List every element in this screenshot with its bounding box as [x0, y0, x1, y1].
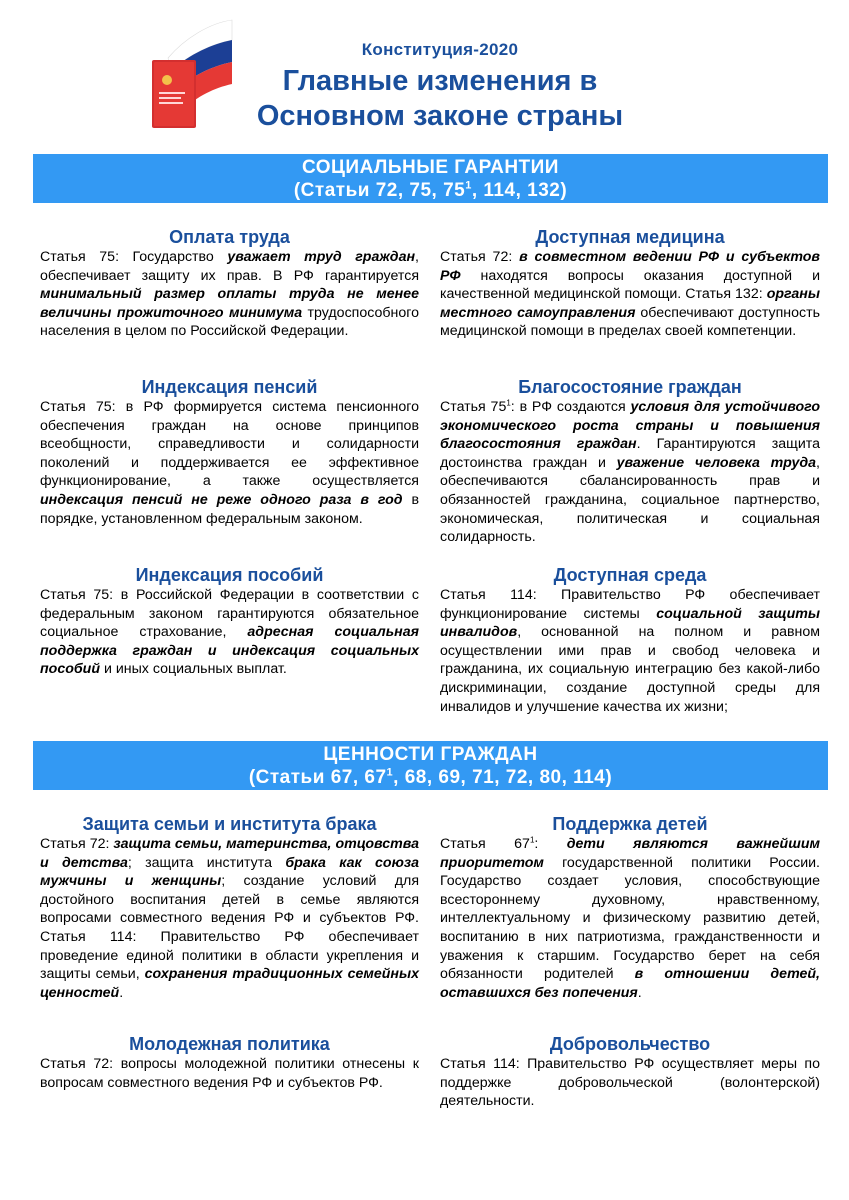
block-text	[40, 248, 419, 341]
page-subtitle: Конституция-2020	[361, 40, 519, 59]
block-text	[440, 835, 820, 1002]
block-title: Защита семьи и института брака	[82, 814, 377, 834]
page-title-line2: Основном законе страны	[256, 100, 624, 132]
block-title: Благосостояние граждан	[518, 377, 742, 397]
emphasis: органы местного самоуправления	[440, 286, 820, 321]
block-text	[440, 248, 820, 341]
block-title: Доступная медицина	[535, 227, 725, 247]
text: . Гарантируются защита достоинства граждан и	[440, 436, 820, 471]
text: Статья 67	[440, 836, 530, 852]
emphasis: дети являются важнейшим приоритетом	[440, 836, 820, 871]
block-title: Оплата труда	[169, 227, 290, 247]
block-text: Статья 72: вопросы молодежной политики отнесены к вопросам совместного ведения РФ и субъектов РФ.	[40, 1056, 419, 1091]
emphasis: адресная социальная поддержка граждан и индексация социальных пособий	[40, 624, 420, 678]
text: и иных социальных выплат.	[100, 661, 287, 678]
block-accessible	[440, 565, 820, 716]
constitution-book-icon	[150, 18, 234, 130]
articles-sup: 1	[386, 766, 394, 779]
emphasis: брака как союза мужчины и женщины	[40, 854, 419, 890]
section-articles	[33, 766, 828, 789]
block-text	[40, 586, 419, 679]
text: Статья 72:	[40, 836, 114, 852]
emphasis: в совместном ведении РФ и субъектов РФ	[440, 249, 821, 284]
page-title	[230, 64, 650, 134]
block-family	[40, 814, 419, 1002]
text: :	[534, 836, 567, 852]
block-title: Поддержка детей	[552, 814, 708, 834]
text: обеспечивают доступность медицинской помощи в пределах своей компетенции.	[440, 304, 820, 340]
section-banner-values	[33, 741, 828, 790]
block-title: Молодежная политика	[129, 1034, 330, 1054]
text: Статья 75	[440, 399, 507, 415]
block-youth	[40, 1034, 419, 1092]
text: Статья 75: Государство	[40, 249, 228, 265]
block-title: Индексация пенсий	[141, 377, 318, 397]
emphasis: уважает труд граждан	[227, 249, 416, 265]
emphasis: условия для устойчивого экономического роста страны и повышения благосостояния граждан	[440, 399, 820, 453]
section-banner-social	[33, 154, 828, 203]
text: Статья 114: Правительство РФ обеспечивает функционирование системы	[440, 587, 820, 622]
emphasis: минимальный размер оплаты труда не менее величины прожиточного минимума	[40, 286, 419, 321]
block-pay	[40, 227, 419, 341]
text: : в РФ создаются	[510, 399, 631, 415]
articles-sup: 1	[465, 179, 472, 192]
text: , обеспечивает защиту их прав. В РФ гарантируется	[40, 249, 419, 284]
block-title: Доступная среда	[553, 565, 707, 585]
text: ; создание условий для достойного воспитания детей в семье являются вопросами совместного ведения РФ и субъектов РФ. Статья 114: Правительство РФ обеспечивает проведение единой политики в области укрепления и защиты семьи,	[40, 873, 420, 983]
block-text	[440, 586, 820, 716]
block-text: Статья 114: Правительство РФ осуществляет меры по поддержке добровольческой (волонтерской) деятельности.	[440, 1056, 820, 1110]
emphasis: индексация пенсий не реже одного раза в год	[40, 491, 403, 508]
text: Статья 75: в Российской Федерации в соответствии с федеральным законом гарантируются обязательное социальное страхование,	[40, 587, 419, 641]
block-allowances	[40, 565, 419, 679]
page-header	[230, 40, 650, 134]
block-welfare	[440, 377, 820, 547]
block-volunteer	[440, 1034, 820, 1111]
superscript: 1	[506, 398, 511, 408]
emphasis: сохранения традиционных семейных ценностей	[40, 966, 419, 1001]
block-medicine	[440, 227, 820, 341]
page-title-line1: Главные изменения в	[282, 65, 598, 97]
block-title: Добровольчество	[549, 1034, 711, 1054]
superscript: 1	[529, 835, 535, 845]
section-articles	[33, 179, 828, 202]
text: находятся вопросы оказания доступной и качественной медицинской помощи. Статья 132:	[440, 267, 820, 303]
emphasis: уважение человека труда	[616, 454, 817, 471]
block-pensions	[40, 377, 419, 528]
text: государственной политики России. Государство создает условия, способствующие всестороннему духовному, нравственному, интеллектуальному и физическому развитию детей, воспитанию в них патриотизма, гражданственности и уважения к старшим. Государство берет на себя обязанности родителей	[440, 854, 820, 983]
text: Статья 72:	[440, 249, 520, 265]
text: , основанной на полном и равном осуществлении ими прав и свобод человека и гражданина, их социальную интеграцию без какой-либо дискриминации, создание доступной среды для инвалидов и улучшение качества их жизни;	[440, 624, 820, 715]
block-title: Индексация пособий	[135, 565, 324, 585]
emphasis: защита семьи, материнства, отцовства и детства	[40, 836, 420, 871]
articles-text: , 114, 132)	[471, 180, 568, 201]
text: , обеспечиваются сбалансированность прав и обязанностей гражданина, социальное партнерство, экономическая, политическая и социальная солидарность.	[440, 454, 820, 546]
section-title: ЦЕННОСТИ ГРАЖДАН	[323, 744, 538, 765]
text: ; защита института	[127, 854, 286, 871]
block-text	[40, 835, 419, 1002]
text: трудоспособного населения в целом по Российской Федерации.	[40, 304, 419, 340]
emphasis: социальной защиты инвалидов	[440, 605, 820, 641]
text: в порядке, установленном федеральным законом.	[40, 491, 419, 527]
emphasis: в отношении детей, оставшихся без попечения	[440, 966, 820, 1001]
block-children	[440, 814, 820, 1002]
articles-text: (Статьи 67, 67	[248, 767, 387, 788]
text: .	[119, 984, 124, 1001]
text: .	[637, 984, 642, 1001]
articles-text: (Статьи 72, 75, 75	[293, 180, 466, 201]
block-text	[440, 398, 820, 547]
text: Статья 75: в РФ формируется система пенсионного обеспечения граждан на основе принципов всеобщности, справедливости и солидарности поколений и поддерживается ее эффективное функционирование, а также осуществляется	[40, 399, 419, 490]
articles-text: , 68, 69, 71, 72, 80, 114)	[393, 767, 613, 788]
section-title: СОЦИАЛЬНЫЕ ГАРАНТИИ	[302, 157, 559, 178]
block-text	[40, 398, 419, 528]
